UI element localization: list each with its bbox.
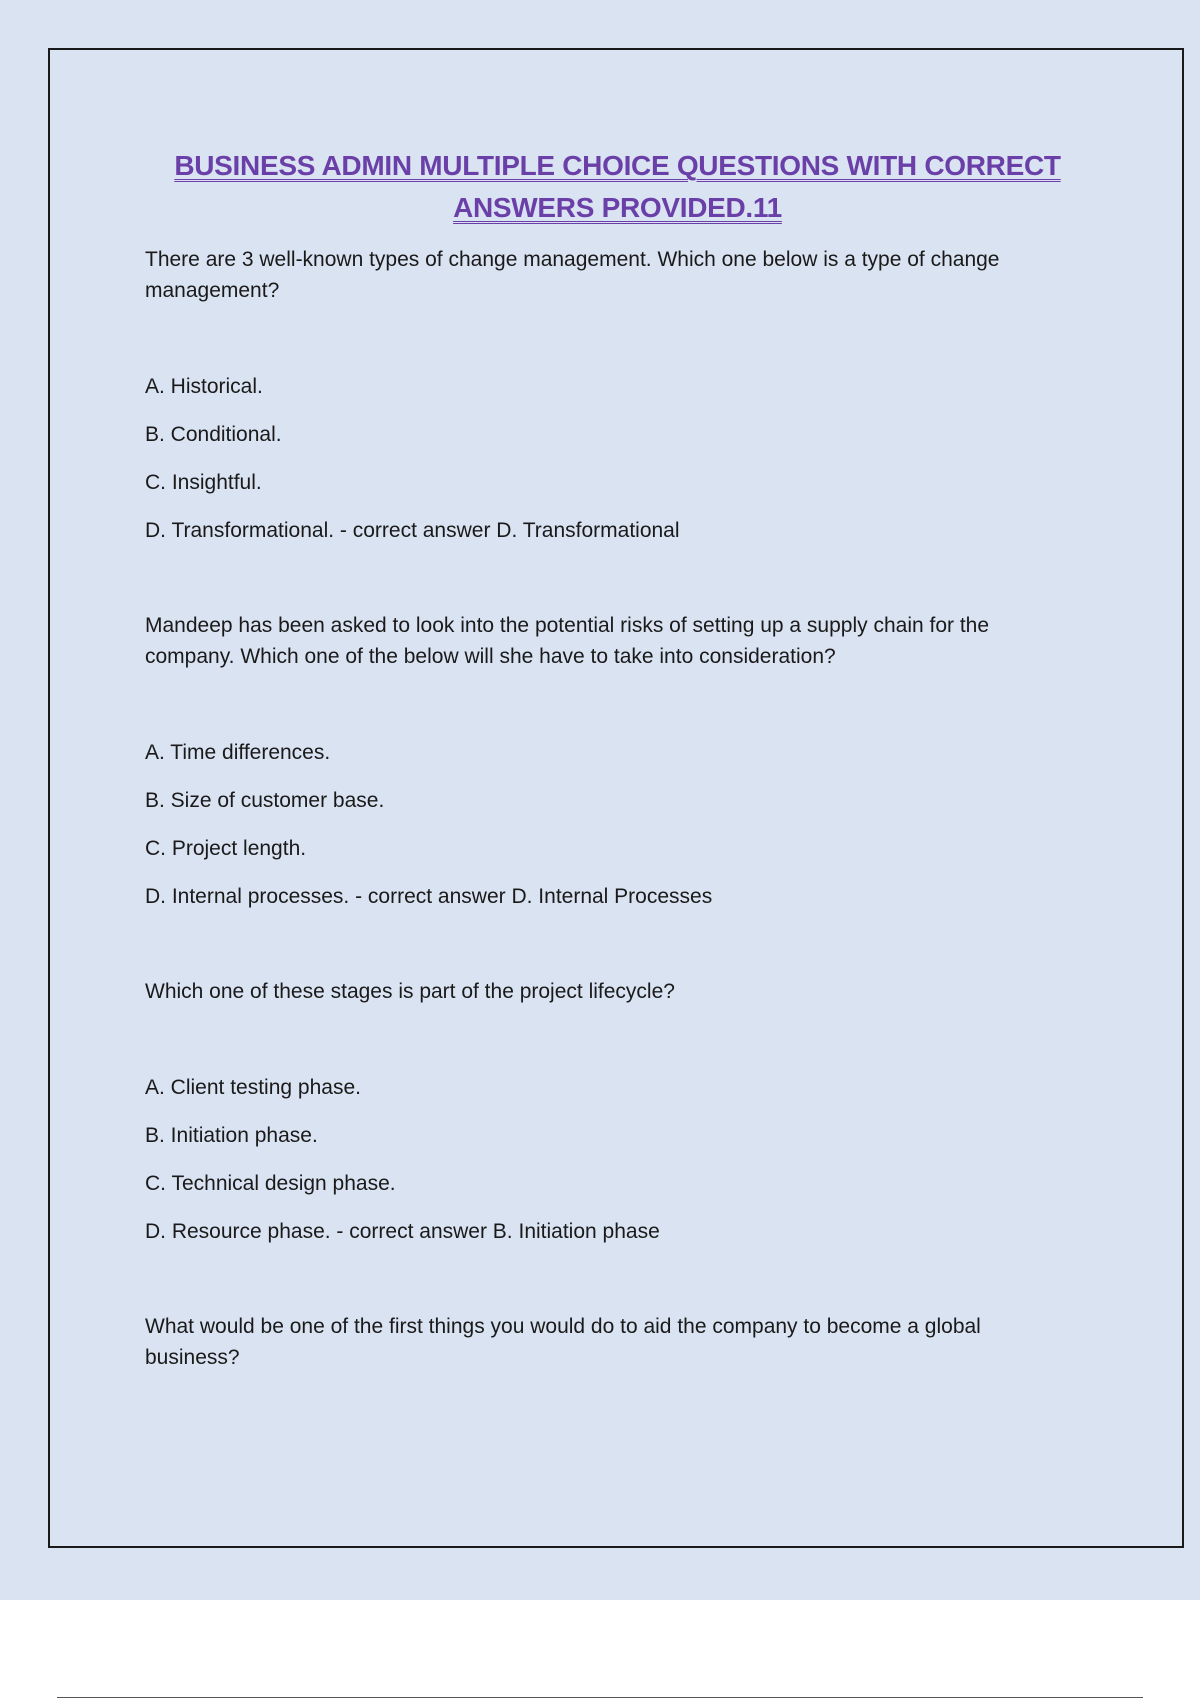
answer-option: A. Time differences. [145,741,331,764]
question-block-1 [145,244,1080,546]
answer-option-with-correct-answer: D. Resource phase. - correct answer B. Initiation phase [145,1220,660,1243]
answer-option: C. Project length. [145,837,307,860]
document-content [145,244,1080,1438]
answer-option: C. Technical design phase. [145,1172,396,1195]
question-text: There are 3 well-known types of change management. Which one below is a type of change management? [145,248,1000,302]
answer-option: B. Size of customer base. [145,789,385,812]
answer-option: A. Client testing phase. [145,1076,361,1099]
answer-option-with-correct-answer: D. Transformational. - correct answer D. Transformational [145,519,680,542]
question-text: Which one of these stages is part of the project lifecycle? [145,980,675,1003]
question-block-4 [145,1311,1080,1373]
question-text: What would be one of the first things you would do to aid the company to become a global business? [145,1315,981,1369]
answer-option-with-correct-answer: D. Internal processes. - correct answer D. Internal Processes [145,885,713,908]
question-block-2 [145,610,1080,912]
question-block-3 [145,976,1080,1247]
document-title: BUSINESS ADMIN MULTIPLE CHOICE QUESTIONS WITH CORRECT ANSWERS PROVIDED.11 [174,150,1061,223]
page-divider [57,1697,1143,1698]
answer-option: C. Insightful. [145,471,262,494]
answer-option: B. Conditional. [145,423,282,446]
question-text: Mandeep has been asked to look into the potential risks of setting up a supply chain for the company. Which one of the below will she have to take into consideration? [145,614,990,668]
answer-option: A. Historical. [145,375,263,398]
answer-option: B. Initiation phase. [145,1124,318,1147]
